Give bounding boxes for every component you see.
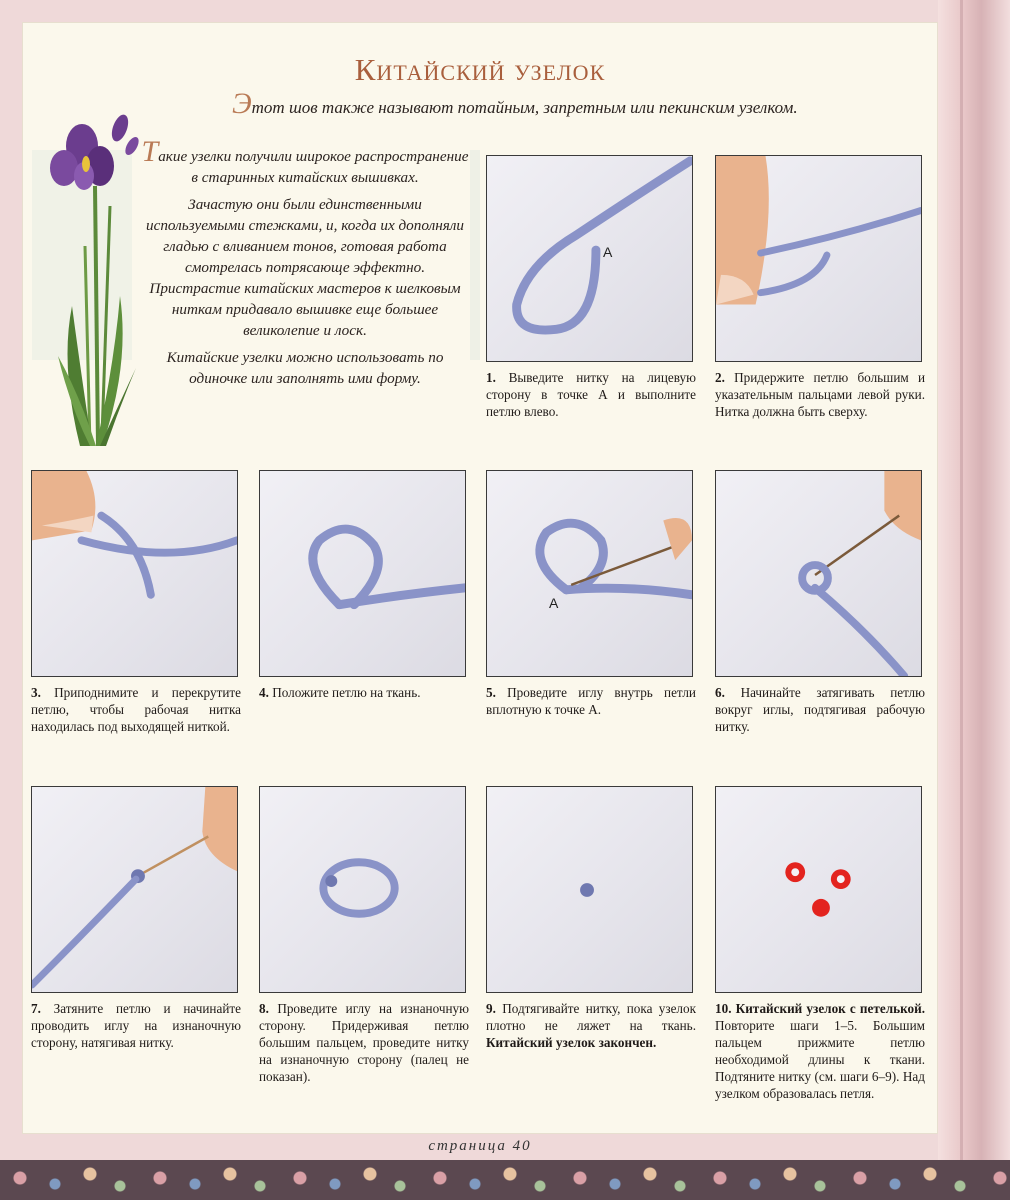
step-9-photo [486, 786, 693, 993]
intro-lead-paragraph [140, 135, 470, 188]
point-a-label: A [549, 595, 559, 611]
step-8-photo [259, 786, 466, 993]
step-9-caption [486, 1000, 696, 1051]
subtitle [232, 87, 852, 120]
step-bold: Китайский узелок закончен. [486, 1035, 657, 1050]
subtitle-text: тот шов также называют потайным, запретным или пекинским узелком. [251, 98, 798, 117]
step-1-caption [486, 369, 696, 420]
step-number: 9. [486, 1001, 496, 1016]
step-5-thread [487, 471, 692, 676]
point-a-label: A [603, 244, 613, 260]
iris-illustration [40, 106, 150, 456]
step-text: Проведите иглу на изнаночную сторону. Придерживая петлю большим пальцем, проведите нитку на изнаночную сторону (палец не показан). [259, 1001, 469, 1084]
step-number: 1. [486, 370, 496, 385]
step-6-photo [715, 470, 922, 677]
step-text: Выведите нитку на лицевую сторону в точке А и выполните петлю влево. [486, 370, 696, 419]
page-edge [938, 0, 1010, 1160]
step-text: Положите петлю на ткань. [272, 685, 421, 700]
step-10-knots [716, 787, 921, 992]
step-2-thread [716, 156, 921, 361]
step-text: Начинайте затягивать петлю вокруг иглы, подтягивая рабочую нитку. [715, 685, 925, 734]
step-10-photo [715, 786, 922, 993]
step-number: 2. [715, 370, 725, 385]
step-number: 4. [259, 685, 269, 700]
step-number: 7. [31, 1001, 41, 1016]
step-number: 10. [715, 1001, 732, 1016]
subtitle-dropcap: Э [232, 87, 252, 120]
step-7-photo [31, 786, 238, 993]
iris-flower [50, 112, 141, 190]
step-text: Придержите петлю большим и указательным пальцами левой руки. Нитка должна быть сверху. [715, 370, 925, 419]
step-4-caption [259, 684, 469, 701]
step-7-caption [31, 1000, 241, 1051]
step-6-caption [715, 684, 925, 735]
step-5-caption [486, 684, 696, 718]
step-10-caption [715, 1000, 925, 1102]
step-7-thread [32, 787, 237, 992]
step-2-photo [715, 155, 922, 362]
step-3-photo [31, 470, 238, 677]
step-9-knot [487, 787, 692, 992]
step-1-thread [487, 156, 692, 361]
step-text: Подтягивайте нитку, пока узелок плотно не ляжет на ткань. [486, 1001, 697, 1033]
floral-border [0, 1160, 1010, 1200]
step-2-caption [715, 369, 925, 420]
step-text: Затяните петлю и начинайте проводить иглу на изнаночную сторону, натягивая нитку. [31, 1001, 241, 1050]
intro-dropcap: Т [141, 135, 159, 168]
intro-paragraph-2: Зачастую они были единственными используемыми стежками, и, когда их дополняли гладью с вливанием тонов, готовая работа смотрелась потрясающе эффектно. Пристрастие китайских мастеров к шелковым ниткам придавало вышивке еще большее великолепие и лоск. [145, 196, 465, 339]
step-4-thread [260, 471, 465, 676]
page-title: Китайский узелок [354, 52, 606, 87]
step-4-photo [259, 470, 466, 677]
step-bold: Китайский узелок с петелькой. [735, 1001, 925, 1016]
bleed-panel [470, 150, 480, 360]
step-6-thread [716, 471, 921, 676]
step-text: Проведите иглу внутрь петли вплотную к точке А. [486, 685, 696, 717]
step-number: 5. [486, 685, 496, 700]
step-3-thread [32, 471, 237, 676]
step-5-photo [486, 470, 693, 677]
intro-lead: акие узелки получили широкое распространение в старинных китайских вышивках. [158, 148, 469, 186]
step-8-thread [260, 787, 465, 992]
intro-text [140, 135, 470, 395]
step-number: 8. [259, 1001, 269, 1016]
step-1-photo [486, 155, 693, 362]
step-number: 6. [715, 685, 725, 700]
step-3-caption [31, 684, 241, 735]
page-edge-line [960, 0, 963, 1160]
page-number: страница 40 [428, 1138, 532, 1154]
step-text: Повторите шаги 1–5. Большим пальцем прижмите петлю необходимой длины к ткани. Подтяните нитку (см. шаги 6–9). Над узелком образовалась петля. [715, 1018, 925, 1101]
step-number: 3. [31, 685, 41, 700]
step-8-caption [259, 1000, 469, 1085]
intro-paragraph-3: Китайские узелки можно использовать по одиночке или заполнять ими форму. [166, 349, 444, 387]
step-text: Приподнимите и перекрутите петлю, чтобы рабочая нитка находилась под выходящей ниткой. [31, 685, 242, 734]
